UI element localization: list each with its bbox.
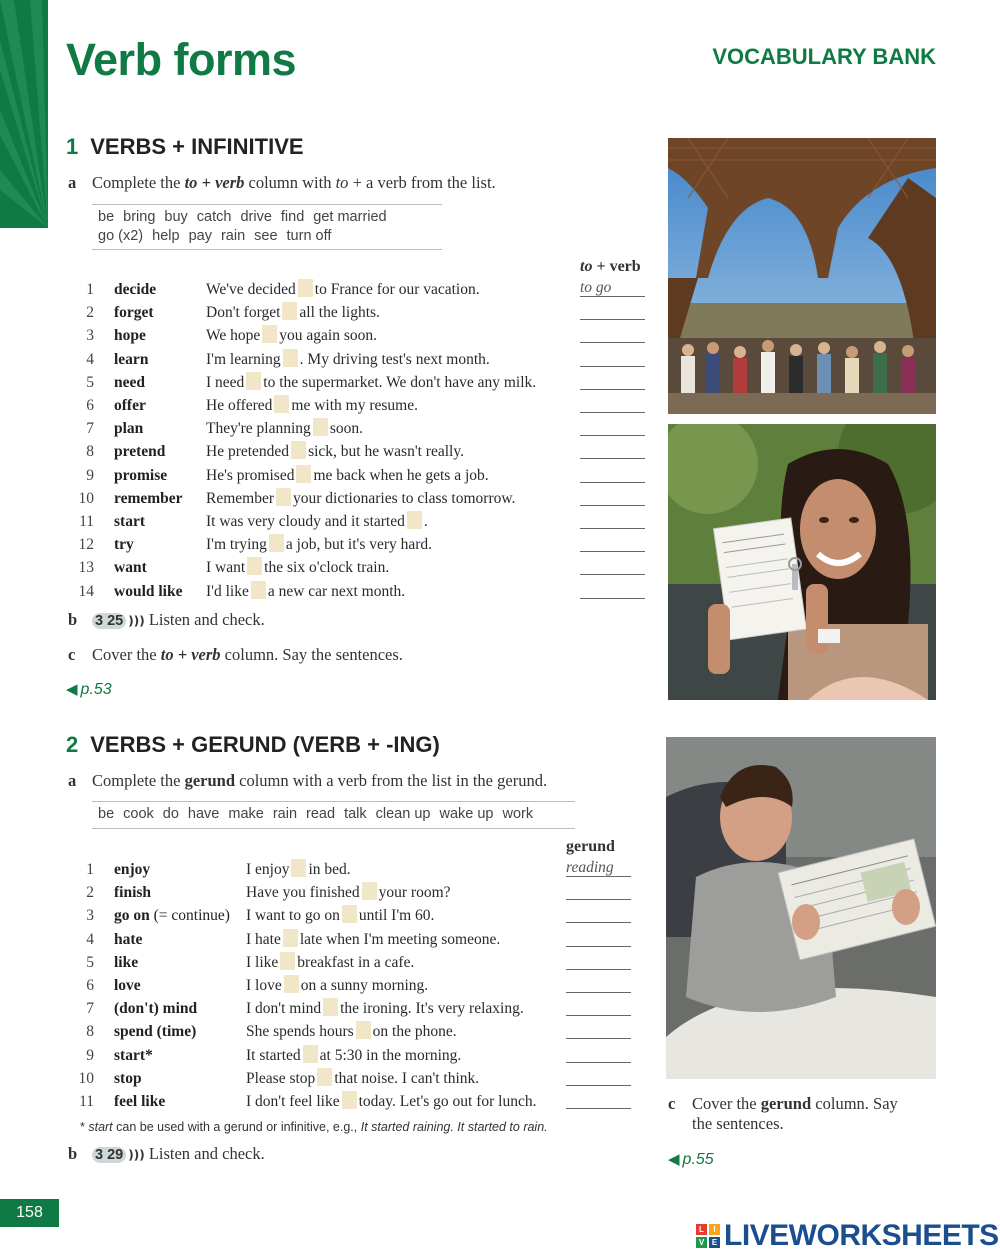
exercise-row: [74, 998, 644, 1020]
answer-field[interactable]: [580, 441, 645, 459]
blank-gap[interactable]: [284, 975, 299, 993]
word-list-item: cook: [123, 806, 154, 822]
row-verb: enjoy: [114, 861, 151, 878]
row-sentence: Remember your dictionaries to class tomorrow.: [206, 489, 516, 507]
word-list-item: find: [280, 209, 305, 225]
row-sentence: It was very cloudy and it started .: [206, 513, 428, 530]
blank-gap[interactable]: [303, 1045, 318, 1063]
answer-field[interactable]: [580, 395, 645, 413]
exercise-row: [74, 1068, 644, 1090]
section2-task-b: b 3 29 ))) Listen and check.: [68, 1144, 265, 1163]
row-number: 5: [86, 373, 94, 391]
row-verb: learn: [114, 350, 149, 368]
row-number: 7: [86, 1000, 94, 1018]
section2-task-a: a Complete the gerund column with a verb from the list in the gerund.: [68, 771, 548, 790]
exercise-row: [74, 952, 644, 974]
word-list-item: catch: [196, 209, 232, 225]
word-list-item: buy: [164, 209, 188, 225]
answer-field[interactable]: [580, 325, 645, 343]
row-number: 2: [86, 884, 94, 902]
row-number: 6: [86, 977, 94, 994]
row-verb: start*: [114, 1046, 153, 1064]
row-verb: pretend: [114, 443, 166, 461]
row-verb: try: [114, 536, 134, 554]
row-verb: feel like: [114, 1093, 166, 1110]
row-verb: hate: [114, 930, 143, 948]
row-sentence: I need to the supermarket. We don't have any milk.: [206, 373, 537, 391]
exercise-row: [74, 279, 654, 301]
row-number: 8: [86, 1023, 94, 1041]
exercise-row: [74, 1021, 644, 1043]
section2-footnote: * start can be used with a gerund or infinitive, e.g., It started raining. It started to rain.: [80, 1120, 548, 1134]
section1-column-header: to + verb: [580, 258, 641, 275]
row-sentence: I enjoy in bed.: [246, 861, 351, 878]
answer-field[interactable]: to go: [580, 279, 645, 297]
row-sentence: He pretended sick, but he wasn't really.: [206, 443, 464, 461]
exercise-row: [74, 1091, 644, 1113]
blank-gap[interactable]: [251, 581, 266, 599]
section1-task-b: b 3 25 ))) Listen and check.: [68, 610, 265, 629]
row-sentence: They're planning soon.: [206, 420, 363, 438]
row-number: 4: [86, 930, 94, 948]
row-number: 1: [86, 861, 94, 878]
blank-gap[interactable]: [246, 372, 261, 390]
exercise-row: [74, 488, 654, 510]
audio-wave-icon: ))): [128, 614, 145, 628]
row-number: 12: [78, 536, 94, 554]
row-verb: like: [114, 953, 139, 971]
exercise-row: [74, 534, 654, 556]
blank-gap[interactable]: [274, 395, 289, 413]
word-list-item: be: [98, 806, 115, 822]
answer-field[interactable]: [580, 557, 645, 575]
row-number: 3: [86, 327, 94, 345]
blank-gap[interactable]: [356, 1021, 371, 1039]
back-arrow-icon: ◀: [668, 1151, 680, 1168]
row-sentence: I don't feel like today. Let's go out for lunch.: [246, 1093, 537, 1110]
row-number: 4: [86, 350, 94, 368]
page-title: Verb forms: [66, 34, 297, 85]
answer-field[interactable]: [580, 534, 645, 552]
row-verb: want: [114, 559, 147, 577]
row-number: 3: [86, 907, 94, 925]
answer-field[interactable]: [566, 998, 631, 1016]
row-sentence: I like breakfast in a cafe.: [246, 953, 415, 971]
liveworksheets-logo-icon: L I V E: [696, 1224, 720, 1248]
row-number: 11: [79, 513, 94, 530]
row-verb: go on (= continue): [114, 907, 230, 925]
exercise-row: [74, 465, 654, 487]
row-number: 13: [78, 559, 94, 577]
blank-gap[interactable]: [269, 534, 284, 552]
exercise-row: [74, 929, 644, 951]
word-list-item: do: [162, 806, 179, 822]
answer-field[interactable]: [566, 1091, 631, 1109]
row-number: 10: [78, 489, 94, 507]
answer-field[interactable]: [580, 418, 645, 436]
answer-field[interactable]: [566, 882, 631, 900]
row-verb: need: [114, 373, 145, 391]
word-list-item: rain: [272, 806, 298, 822]
row-number: 8: [86, 443, 94, 461]
row-verb: (don't) mind: [114, 1000, 198, 1018]
row-sentence: We hope you again soon.: [206, 327, 378, 345]
row-verb: offer: [114, 397, 146, 414]
word-list-item: talk: [344, 806, 367, 822]
row-number: 14: [78, 582, 94, 600]
row-sentence: I'm learning . My driving test's next month.: [206, 350, 490, 368]
section1-task-c: c Cover the to + verb column. Say the sentences.: [68, 645, 403, 664]
exercise-row: [74, 395, 654, 417]
row-number: 2: [86, 304, 94, 322]
word-list-item: clean up: [375, 806, 431, 822]
row-number: 9: [86, 1046, 94, 1064]
row-sentence: I want to go on until I'm 60.: [246, 907, 435, 925]
word-list-item: go (x2): [98, 228, 144, 244]
decorative-sunburst: [0, 0, 48, 228]
blank-gap[interactable]: [362, 882, 377, 900]
row-sentence: He offered me with my resume.: [206, 397, 418, 414]
exercise-row: [74, 1045, 644, 1067]
exercise-row: [74, 882, 644, 904]
blank-gap[interactable]: [276, 488, 291, 506]
section1-heading: 1 VERBS + INFINITIVE: [66, 134, 304, 159]
row-verb: stop: [114, 1069, 142, 1087]
row-sentence: We've decided to France for our vacation.: [206, 281, 480, 298]
page-number: 158: [0, 1199, 59, 1227]
row-sentence: I'm trying a job, but it's very hard.: [206, 536, 433, 554]
word-list-item: see: [254, 228, 278, 244]
word-list-item: work: [502, 806, 534, 822]
answer-field[interactable]: [566, 1021, 631, 1039]
answer-field[interactable]: [580, 581, 645, 599]
section2-column-header: gerund: [566, 838, 615, 855]
blank-gap[interactable]: [323, 998, 338, 1016]
blank-gap[interactable]: [282, 302, 297, 320]
exercise-row: [74, 441, 654, 463]
word-list-item: have: [187, 806, 220, 822]
word-list-item: turn off: [286, 228, 332, 244]
exercise-row: [74, 511, 654, 533]
section2-task-c: c Cover the gerund column. Say the sentences.: [668, 1094, 898, 1133]
row-verb: promise: [114, 466, 168, 484]
answer-field[interactable]: [580, 372, 645, 390]
answer-field[interactable]: [566, 952, 631, 970]
row-sentence: It started at 5:30 in the morning.: [246, 1046, 462, 1064]
row-verb: remember: [114, 489, 183, 507]
section2-word-list: [92, 801, 575, 829]
row-sentence: I hate late when I'm meeting someone.: [246, 930, 501, 948]
liveworksheets-logo: L I V E LIVEWORKSHEETS: [696, 1220, 999, 1252]
blank-gap[interactable]: [291, 441, 306, 459]
row-sentence: Don't forget all the lights.: [206, 304, 380, 322]
back-arrow-icon: ◀: [66, 681, 78, 698]
blank-gap[interactable]: [298, 279, 313, 297]
blank-gap[interactable]: [342, 905, 357, 923]
row-sentence: I want the six o'clock train.: [206, 559, 390, 577]
row-sentence: I love on a sunny morning.: [246, 977, 429, 994]
row-verb: hope: [114, 327, 146, 345]
exercise-row: [74, 349, 654, 371]
audio-wave-icon: ))): [128, 1148, 145, 1162]
word-list-item: pay: [188, 228, 212, 244]
answer-field[interactable]: [580, 488, 645, 506]
blank-gap[interactable]: [262, 325, 277, 343]
answer-field[interactable]: [580, 302, 645, 320]
answer-field[interactable]: [580, 511, 645, 529]
word-list-item: help: [152, 228, 180, 244]
section1-word-list: [92, 204, 442, 250]
exercise-row: [74, 302, 654, 324]
exercise-row: [74, 859, 644, 881]
exercise-row: [74, 325, 654, 347]
woman-with-keys-photo: [668, 424, 936, 700]
row-number: 1: [86, 281, 94, 298]
word-list-item: be: [98, 209, 115, 225]
blank-gap[interactable]: [283, 929, 298, 947]
answer-field[interactable]: [566, 1068, 631, 1086]
row-sentence: He's promised me back when he gets a job.: [206, 466, 489, 484]
vocabulary-bank-label: VOCABULARY BANK: [712, 44, 936, 69]
answer-field[interactable]: [566, 929, 631, 947]
blank-gap[interactable]: [291, 859, 306, 877]
answer-field[interactable]: reading: [566, 859, 631, 877]
row-verb: start: [114, 513, 145, 530]
exercise-row: [74, 418, 654, 440]
row-number: 7: [86, 420, 94, 438]
answer-field[interactable]: [566, 1045, 631, 1063]
row-verb: love: [114, 977, 141, 994]
audio-track-badge[interactable]: 3 29: [92, 1147, 126, 1163]
exercise-row: [74, 975, 644, 997]
man-reading-newspaper-photo: [666, 737, 936, 1079]
word-list-item: rain: [220, 228, 246, 244]
row-verb: forget: [114, 304, 154, 322]
row-sentence: I don't mind the ironing. It's very relaxing.: [246, 1000, 524, 1018]
answer-field[interactable]: [580, 349, 645, 367]
word-list-item: read: [306, 806, 336, 822]
section1-page-ref[interactable]: ◀ p.53: [66, 681, 112, 698]
blank-gap[interactable]: [317, 1068, 332, 1086]
blank-gap[interactable]: [247, 557, 262, 575]
row-number: 6: [86, 397, 94, 414]
row-sentence: Have you finished your room?: [246, 884, 451, 902]
row-verb: plan: [114, 420, 144, 438]
blank-gap[interactable]: [342, 1091, 357, 1109]
row-number: 9: [86, 466, 94, 484]
row-number: 10: [78, 1069, 94, 1087]
blank-gap[interactable]: [313, 418, 328, 436]
answer-field[interactable]: [566, 975, 631, 993]
row-number: 5: [86, 953, 94, 971]
audio-track-badge[interactable]: 3 25: [92, 613, 126, 629]
word-list-item: get married: [313, 209, 387, 225]
blank-gap[interactable]: [283, 349, 298, 367]
row-number: 11: [79, 1093, 94, 1110]
answer-field[interactable]: [566, 905, 631, 923]
row-verb: decide: [114, 281, 157, 298]
exercise-row: [74, 557, 654, 579]
word-list-item: wake up: [439, 806, 494, 822]
row-sentence: She spends hours on the phone.: [246, 1023, 457, 1041]
word-list-item: bring: [123, 209, 156, 225]
blank-gap[interactable]: [407, 511, 422, 529]
row-verb: spend (time): [114, 1023, 197, 1041]
exercise-row: [74, 581, 654, 603]
blank-gap[interactable]: [280, 952, 295, 970]
exercise-row: [74, 905, 644, 927]
blank-gap[interactable]: [296, 465, 311, 483]
row-verb: would like: [114, 582, 183, 600]
word-list-item: drive: [240, 209, 272, 225]
word-list-item: make: [228, 806, 264, 822]
section2-page-ref[interactable]: ◀ p.55: [668, 1151, 714, 1168]
row-verb: finish: [114, 884, 152, 902]
eiffel-tower-photo: [668, 138, 936, 414]
row-sentence: Please stop that noise. I can't think.: [246, 1069, 480, 1087]
row-sentence: I'd like a new car next month.: [206, 582, 406, 600]
answer-field[interactable]: [580, 465, 645, 483]
exercise-row: [74, 372, 654, 394]
section1-task-a: a Complete the to + verb column with to + a verb from the list.: [68, 173, 496, 192]
section2-heading: 2 VERBS + GERUND (VERB + -ING): [66, 732, 440, 757]
